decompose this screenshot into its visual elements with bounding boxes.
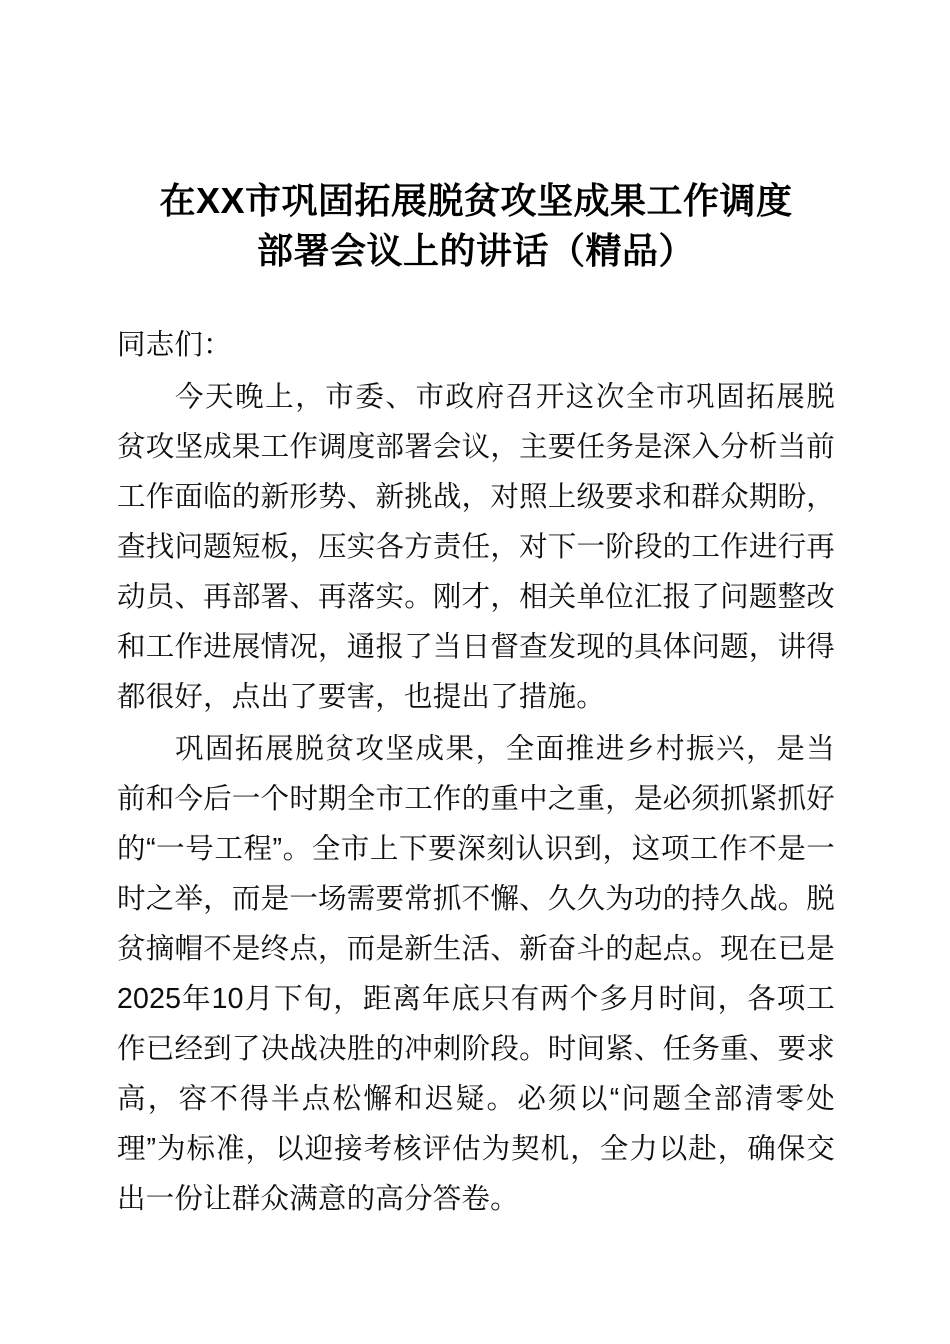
salutation: 同志们： [117, 329, 232, 361]
body-paragraph-1: 今天晚上，市委、市政府召开这次全市巩固拓展脱贫攻坚成果工作调度部署会议，主要任务是深入分析当前工作面临的新形势、新挑战，对照上级要求和群众期盼，查找问题短板，压实各方责任，对下一阶段的工作进行再动员、再部署、再落实。刚才，相关单位汇报了问题整改和工作进展情况，通报了当日督查发现的具体问题，讲得都很好，点出了要害，也提出了措施。 [117, 381, 835, 713]
document-content-column [117, 0, 835, 1224]
page-title [117, 0, 835, 276]
page-title-line-2: 部署会议上的讲话（精品） [256, 230, 695, 271]
page-title-line-1: 在XX市巩固拓展脱贫攻坚成果工作调度 [159, 180, 793, 221]
body-paragraph-2: 巩固拓展脱贫攻坚成果，全面推进乡村振兴，是当前和今后一个时期全市工作的重中之重，是必须抓紧抓好的“一号工程”。全市上下要深刻认识到，这项工作不是一时之举，而是一场需要常抓不懈、久久为功的持久战。脱贫摘帽不是终点，而是新生活、新奋斗的起点。现在已是2025年10月下旬，距离年底只有两个多月时间，各项工作已经到了决战决胜的冲刺阶段。时间紧、任务重、要求高，容不得半点松懈和迟疑。必须以“问题全部清零处理”为标准，以迎接考核评估为契机，全力以赴，确保交出一份让群众满意的高分答卷。 [117, 733, 835, 1215]
